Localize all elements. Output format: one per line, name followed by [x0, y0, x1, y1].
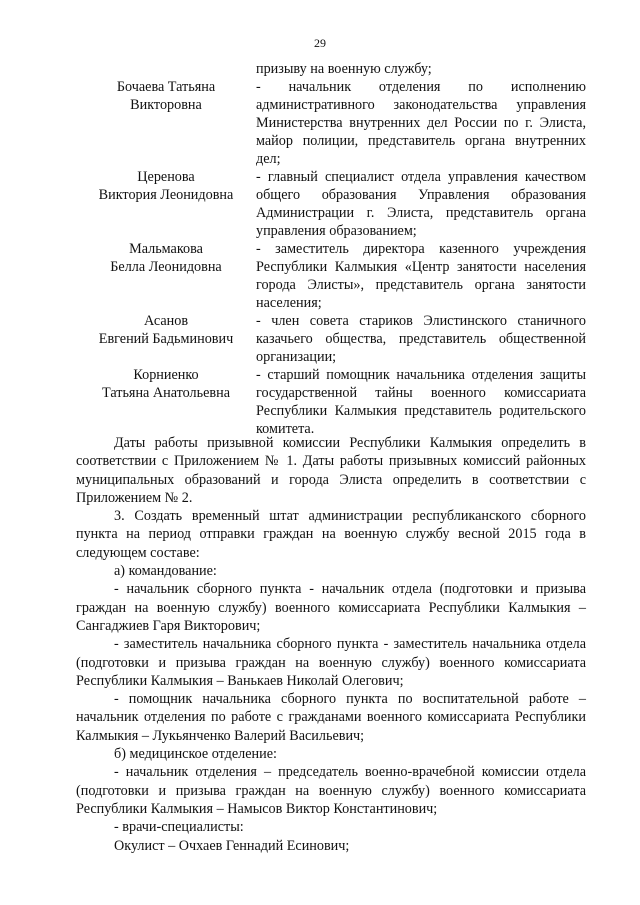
paragraph: - врачи-специалисты:: [114, 819, 244, 836]
member-name-line: Бочаева Татьяна: [116, 79, 216, 95]
paragraph: - заместитель начальника сборного пункта - заместитель начальника отдела (подготовки и призыва граждан на военную службу) военного комиссариата Республики Калмыкия – Ванькаев Николай Олегович;: [76, 636, 586, 689]
member-entry: [76, 366, 586, 438]
member-name: [76, 366, 256, 402]
member-name-line: Асанов: [143, 313, 189, 329]
member-name-line: Виктория Леонидовна: [98, 187, 234, 203]
paragraph: - начальник отделения – председатель военно-врачебной комиссии отдела (подготовки и призыва граждан на военную службу) военного комиссариата Республики Калмыкия – Намысов Виктор Константинович;: [76, 764, 586, 817]
member-name-line: Викторовна: [130, 97, 202, 113]
member-name: [76, 312, 256, 348]
member-name-line: Мальмакова: [129, 241, 203, 257]
member-name-line: Белла Леонидовна: [110, 259, 222, 275]
member-entry: [76, 312, 586, 366]
member-entry: [76, 168, 586, 240]
paragraph: Даты работы призывной комиссии Республики Калмыкия определить в соответствии с Приложением № 1. Даты работы призывных комиссий районных муниципальных образований и города Элиста определить в соответствии с Приложением № 2.: [76, 435, 586, 506]
member-name: [76, 240, 256, 276]
paragraph: - помощник начальника сборного пункта по воспитательной работе – начальник отделения по работе с гражданами военного комиссариата Республики Калмыкия – Лукьянченко Валерий Васильевич;: [76, 691, 586, 744]
member-entry: [76, 78, 586, 168]
member-description: - начальник отделения по исполнению административного законодательства управления Министерства внутренних дел России по г. Элиста, майор полиции, представитель органа внутренних дел;: [256, 79, 586, 167]
commission-members-list: [76, 60, 586, 438]
page-number: 29: [314, 36, 326, 50]
paragraph: а) командование:: [114, 563, 217, 580]
member-description: - главный специалист отдела управления качеством общего образования Управления образования Администрации г. Элиста, представитель органа управления образованием;: [256, 169, 586, 239]
member-description: - заместитель директора казенного учреждения Республики Калмыкия «Центр занятости населения города Элисты», представитель органа занятости населения;: [256, 241, 586, 311]
paragraph: - начальник сборного пункта - начальник отдела (подготовки и призыва граждан на военную службу) военного комиссариата Республики Калмыкия – Сангаджиев Гаря Викторович;: [76, 581, 586, 634]
member-name-line: Церенова: [137, 169, 195, 185]
member-name: [76, 168, 256, 204]
member-name: [76, 78, 256, 114]
paragraph: 3. Создать временный штат администрации республиканского сборного пункта на период отправки граждан на военную службу весной 2015 года в следующем составе:: [76, 508, 586, 561]
body-text: [76, 434, 586, 855]
member-name-line: Татьяна Анатольевна: [102, 385, 230, 401]
member-entry: [76, 240, 586, 312]
paragraph: Окулист – Очхаев Геннадий Есинович;: [114, 837, 350, 854]
continuation-line: призыву на военную службу;: [256, 61, 432, 77]
member-description: - старший помощник начальника отделения защиты государственной тайны военного комиссариата Республики Калмыкия представитель родительского комитета.: [256, 367, 586, 437]
member-name-line: Евгений Бадьминович: [98, 331, 234, 347]
paragraph: б) медицинское отделение:: [114, 746, 277, 763]
member-description: - член совета стариков Элистинского станичного казачьего общества, представитель общественной организации;: [256, 313, 586, 365]
member-name-line: Корниенко: [133, 367, 199, 383]
